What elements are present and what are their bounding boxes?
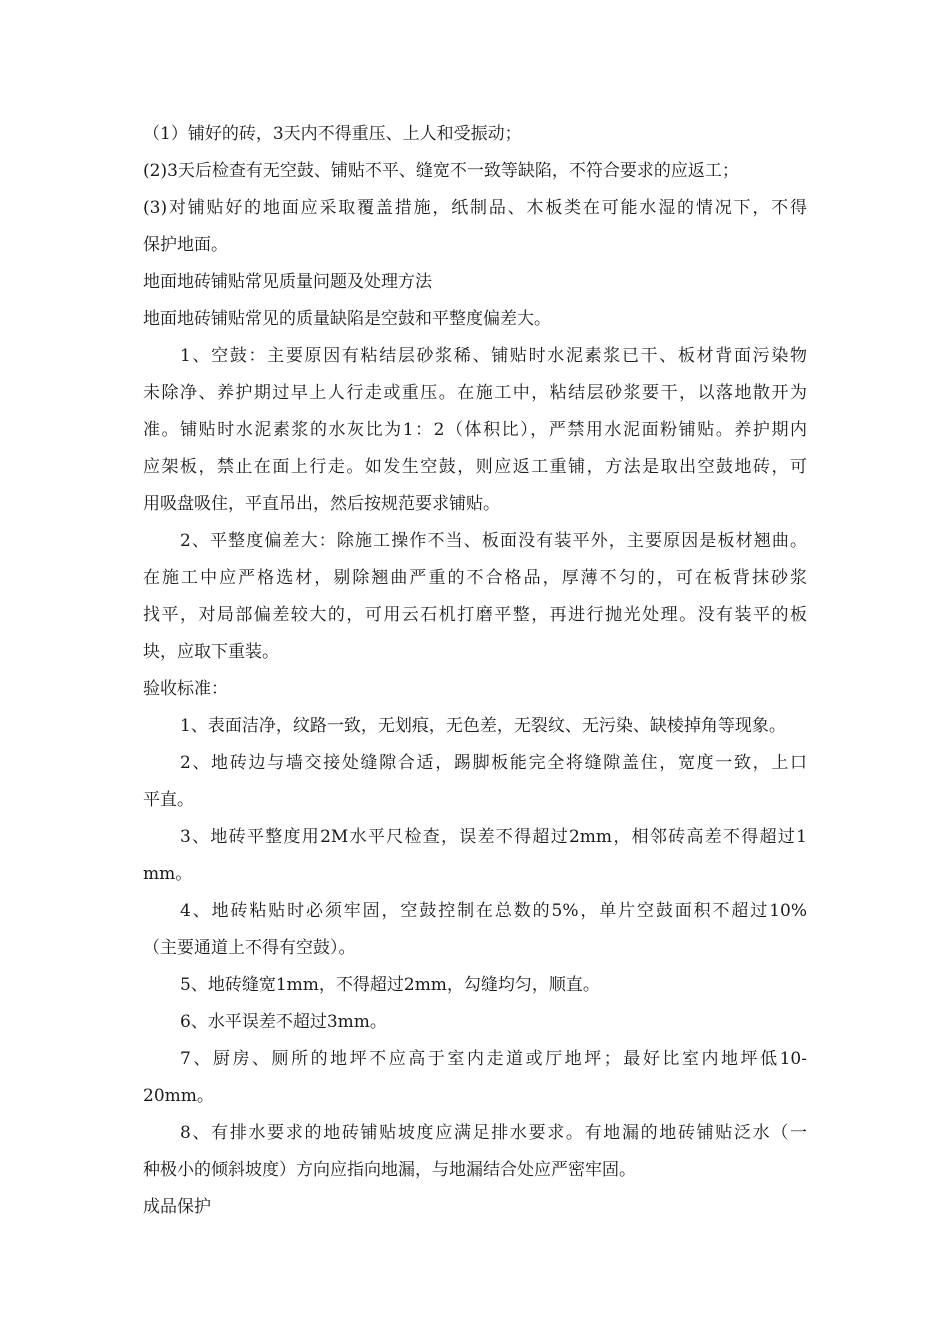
text-line: （主要通道上不得有空鼓）。 bbox=[143, 938, 356, 958]
text-line: mm。 bbox=[143, 864, 193, 884]
text-line: 保护地面。 bbox=[143, 235, 228, 255]
text-line: 未除净、养护期过早上人行走或重压。在施工中，粘结层砂浆要干，以落地散开为 bbox=[143, 383, 807, 403]
text-line: 应架板，禁止在面上行走。如发生空鼓，则应返工重铺，方法是取出空鼓地砖，可 bbox=[143, 457, 807, 477]
text-line: 准。铺贴时水泥素浆的水灰比为1：2（体积比），严禁用水泥面粉铺贴。养护期内 bbox=[143, 420, 807, 440]
text-line: 3、地砖平整度用2M水平尺检查，误差不得超过2mm，相邻砖高差不得超过1 bbox=[180, 827, 807, 847]
text-line: 4、地砖粘贴时必须牢固，空鼓控制在总数的5%，单片空鼓面积不超过10% bbox=[180, 901, 807, 921]
text-line: 1、空鼓：主要原因有粘结层砂浆稀、铺贴时水泥素浆已干、板材背面污染物 bbox=[180, 346, 807, 366]
text-line: 2、地砖边与墙交接处缝隙合适，踢脚板能完全将缝隙盖住，宽度一致，上口 bbox=[180, 753, 807, 773]
text-line: 7、厨房、厕所的地坪不应高于室内走道或厅地坪；最好比室内地坪低10- bbox=[180, 1049, 807, 1069]
text-line: （1）铺好的砖，3天内不得重压、上人和受振动； bbox=[143, 124, 522, 144]
text-line: 1、表面洁净，纹路一致，无划痕，无色差，无裂纹、无污染、缺棱掉角等现象。 bbox=[180, 716, 786, 736]
text-line: 地面地砖铺贴常见的质量缺陷是空鼓和平整度偏差大。 bbox=[143, 309, 551, 329]
section-heading: 地面地砖铺贴常见质量问题及处理方法 bbox=[143, 272, 432, 292]
text-line: (2)3天后检查有无空鼓、铺贴不平、缝宽不一致等缺陷，不符合要求的应返工； bbox=[143, 161, 739, 181]
text-line: 种极小的倾斜坡度）方向应指向地漏，与地漏结合处应严密牢固。 bbox=[143, 1160, 636, 1180]
text-line: 2、平整度偏差大：除施工操作不当、板面没有装平外，主要原因是板材翘曲。 bbox=[180, 531, 807, 551]
text-line: 8、有排水要求的地砖铺贴坡度应满足排水要求。有地漏的地砖铺贴泛水（一 bbox=[180, 1123, 807, 1143]
text-line: 在施工中应严格选材，剔除翘曲严重的不合格品，厚薄不匀的，可在板背抹砂浆 bbox=[143, 568, 807, 588]
text-line: 找平，对局部偏差较大的，可用云石机打磨平整，再进行抛光处理。没有装平的板 bbox=[143, 605, 807, 625]
text-line: 6、水平误差不超过3mm。 bbox=[180, 1012, 387, 1032]
text-line: (3)对铺贴好的地面应采取覆盖措施，纸制品、木板类在可能水湿的情况下，不得 bbox=[143, 198, 807, 218]
text-line: 平直。 bbox=[143, 790, 194, 810]
text-line: 5、地砖缝宽1mm，不得超过2mm，勾缝均匀，顺直。 bbox=[180, 975, 600, 995]
text-line: 用吸盘吸住，平直吊出，然后按规范要求铺贴。 bbox=[143, 494, 500, 514]
text-line: 块，应取下重装。 bbox=[143, 642, 279, 662]
section-heading: 验收标准： bbox=[143, 679, 228, 699]
section-heading: 成品保护 bbox=[143, 1197, 211, 1217]
text-line: 20mm。 bbox=[143, 1086, 214, 1106]
